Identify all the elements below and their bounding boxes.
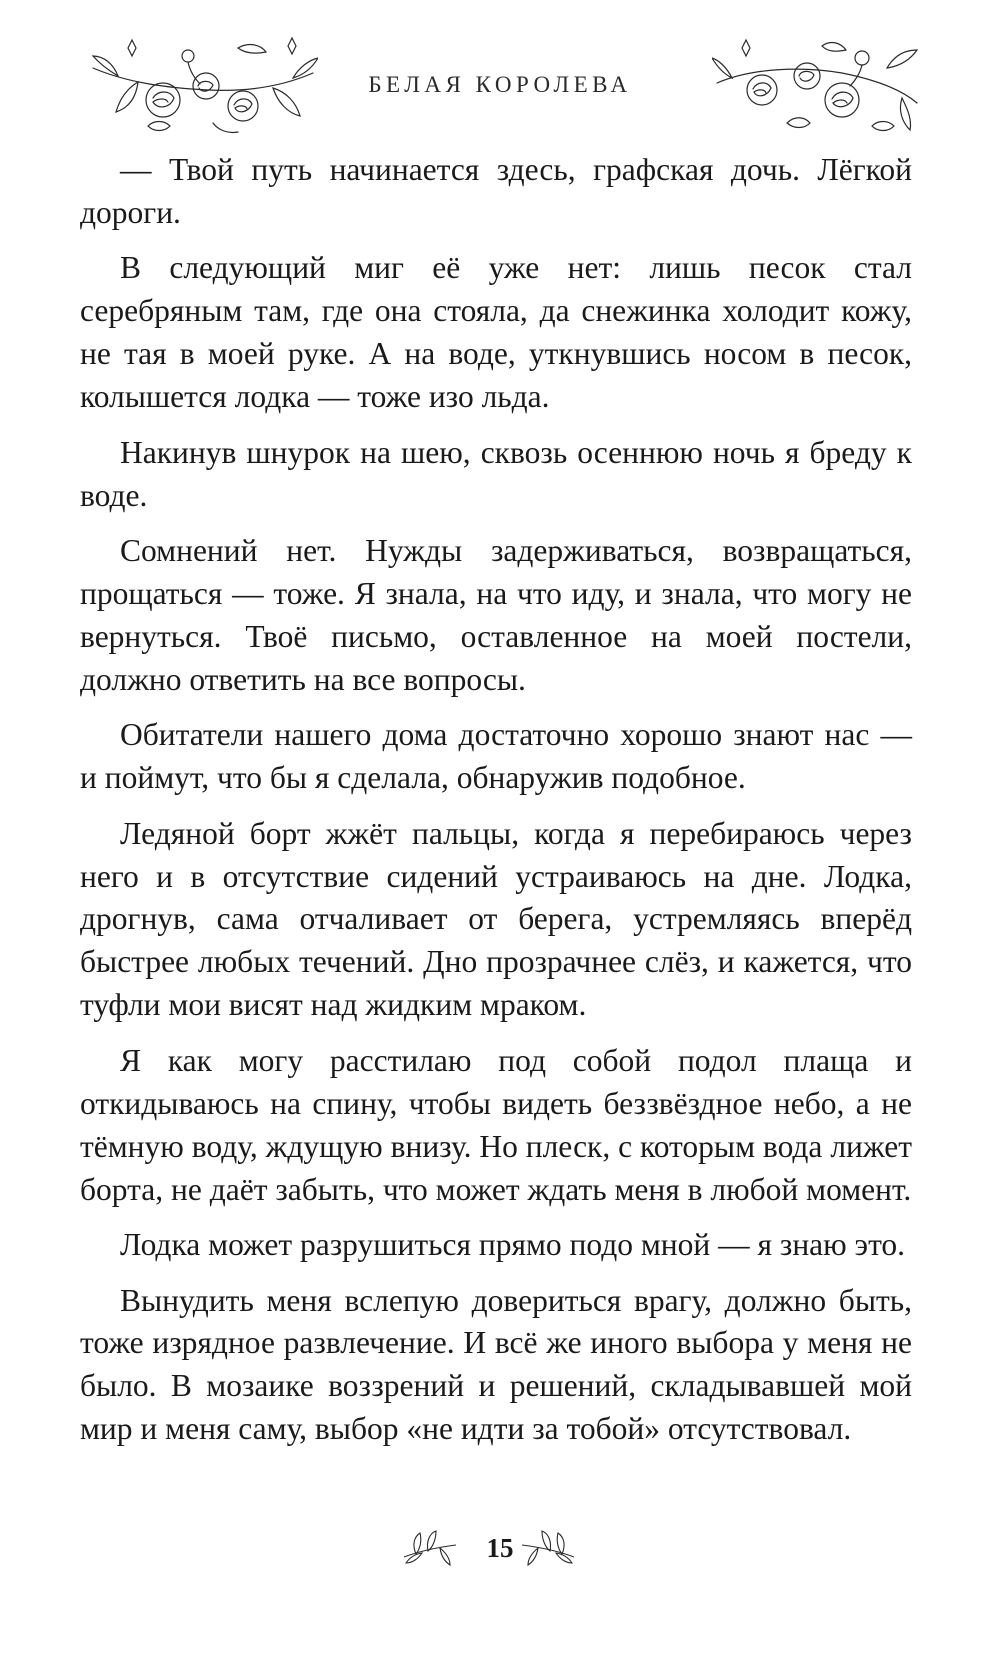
- paragraph: Вынудить меня вслепую довериться врагу, должно быть, тоже изрядное развлечение. И всё же иного выбора у меня не было. В мозаике воззрений и решений, складывавшей мой мир и меня саму, выбор «не идти за тобой» отсутствовал.: [80, 1282, 912, 1447]
- body-text: [80, 149, 912, 1464]
- paragraph: В следующий миг её уже нет: лишь песок стал серебряным там, где она стояла, да снежинка холодит кожу, не тая в моей руке. А на воде, уткнувшись носом в песок, колышется лодка — тоже изо льда.: [80, 250, 912, 415]
- running-title: БЕЛАЯ КОРОЛЕВА: [368, 72, 632, 97]
- paragraph: Я как могу расстилаю под собой подол плаща и откидываюсь на спину, чтобы видеть беззвёздное небо, а не тёмную воду, ждущую внизу. Но плеск, с которым вода лижет борта, не даёт забыть, что может ждать меня в любой момент.: [80, 1042, 912, 1207]
- page-footer: [0, 1525, 1000, 1575]
- paragraph: Сомнений нет. Нужды задерживаться, возвращаться, прощаться — тоже. Я знала, на что иду, и знала, что могу не вернуться. Твоё письмо, оставленное на моей постели, должно ответить на все вопросы.: [80, 533, 912, 697]
- rose-sprig-icon: [712, 28, 922, 143]
- paragraph: Лодка может разрушиться прямо подо мной — я знаю это.: [120, 1227, 906, 1262]
- paragraph: Накинув шнурок на шею, сквозь осеннюю ночь я бреду к воде.: [80, 434, 912, 513]
- paragraph: Ледяной борт жжёт пальцы, когда я перебираюсь через него и в отсутствие сидений устраиваюсь на дне. Лодка, дрогнув, сама отчаливает от берега, устремляясь вперёд быстрее любых течений. Дно прозрачнее слёз, и кажется, что туфли мои висят над жидким мраком.: [80, 815, 912, 1023]
- page-number: 15: [486, 1533, 514, 1563]
- paragraph: — Твой путь начинается здесь, графская дочь. Лёгкой дороги.: [80, 152, 912, 230]
- page-header: [0, 28, 1000, 148]
- paragraph: Обитатели нашего дома достаточно хорошо знают нас — и поймут, что бы я сделала, обнаружив подобное.: [80, 717, 912, 796]
- leaf-sprig-icon: [518, 1527, 578, 1567]
